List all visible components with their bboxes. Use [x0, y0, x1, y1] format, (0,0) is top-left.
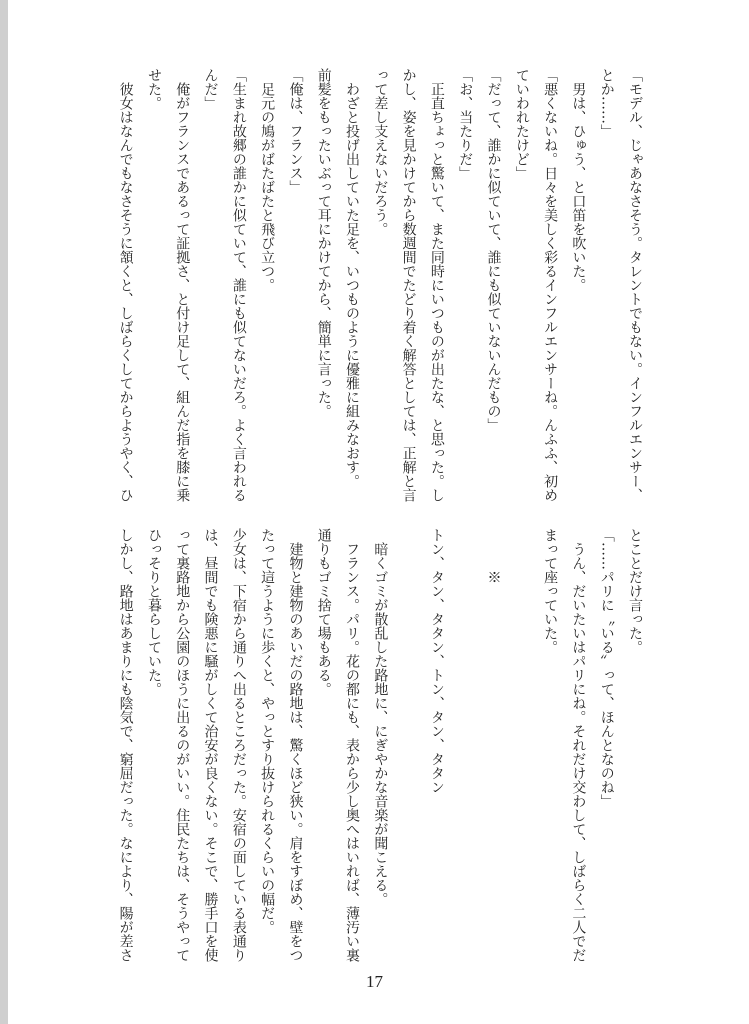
text-block-top — [111, 68, 649, 508]
text-line: まって座っていた。 — [542, 528, 559, 654]
text-line: かし、姿を見かけてから数週間でたどり着く解答としては、正解と言 — [400, 68, 417, 502]
text-line: うん、だいたいはパリにね。それだけ交わして、しばらく二人でだ — [570, 528, 587, 962]
text-line: とか……」 — [598, 68, 615, 138]
text-line — [451, 528, 479, 968]
text-line: 建物と建物のあいだの路地は、驚くほど狭い。肩をすぼめ、壁をつ — [287, 528, 304, 962]
text-line: トン、タン、タタン、トン、タン、タタン — [428, 528, 445, 794]
page-edge — [0, 0, 8, 1024]
text-line: せた。 — [145, 68, 162, 110]
text-line: たって這うように歩くと、やっとすり抜けられるくらいの幅だ。 — [259, 528, 276, 934]
text-line: しかし、路地はあまりにも陰気で、窮屈だった。なにより、陽が差さ — [117, 528, 134, 962]
text-line: 足元の鳩がばたばたと飛び立つ。 — [259, 68, 276, 292]
page-number: 17 — [366, 972, 383, 991]
text-line: 「だって、誰かに似ていて、誰にも似ていないんだもの」 — [485, 68, 502, 432]
text-line: 通りもゴミ捨て場もある。 — [315, 528, 332, 696]
text-line: ※ — [485, 528, 502, 584]
text-line: んだ」 — [202, 68, 219, 110]
text-line — [508, 528, 536, 968]
text-line: 「俺は、フランス」 — [287, 68, 304, 194]
text-line: 「お、当たりだ」 — [457, 68, 474, 180]
text-line: って裏路地から公園のほうに出るのがいい。住民たちは、そうやって — [174, 528, 191, 962]
text-line: って差し支えないだろう。 — [372, 68, 389, 236]
text-line: フランス。パリ。花の都にも、表から少し奥へはいれば、薄汚い裏 — [344, 528, 361, 962]
text-line: ひっそりと暮らしていた。 — [145, 528, 162, 696]
text-line: とことだけ言った。 — [627, 528, 643, 654]
text-line: 前髪をもったいぶって耳にかけてから、簡単に言った。 — [315, 68, 332, 418]
text-line: 彼女はなんでもなさそうに頷くと、しばらくしてからようやく、ひ — [117, 68, 134, 502]
text-line: 「モデル、じゃあなさそう。タレントでもない。インフルエンサー、 — [627, 68, 643, 502]
text-line: 「……パリに〝いる〟って、ほんとなのね」 — [598, 528, 615, 808]
text-line: 俺がフランスであるって証拠さ、と付け足して、組んだ指を膝に乗 — [174, 68, 191, 502]
text-line: ていわれたけど」 — [513, 68, 530, 180]
text-line: は、昼間でも険悪に騒がしくて治安が良くない。そこで、勝手口を使 — [202, 528, 219, 962]
text-line: わざと投げ出していた足を、いつものように優雅に組みなおす。 — [344, 68, 361, 488]
text-block-bottom — [111, 528, 649, 968]
text-line: 少女は、下宿から通りへ出るところだった。安宿の面している表通り — [230, 528, 247, 962]
text-line — [394, 528, 422, 968]
text-line: 「悪くないね。日々を美しく彩るインフルエンサーね。んふふ、初め — [542, 68, 559, 502]
text-line: 男は、ひゅう、と口笛を吹いた。 — [570, 68, 587, 292]
text-line: 暗くゴミが散乱した路地に、にぎやかな音楽が聞こえる。 — [372, 528, 389, 906]
text-line: 正直ちょっと驚いて、また同時にいつものが出たな、と思った。し — [428, 68, 445, 502]
text-line: 「生まれ故郷の誰かに似ていて、誰にも似てないだろ。よく言われる — [230, 68, 247, 502]
